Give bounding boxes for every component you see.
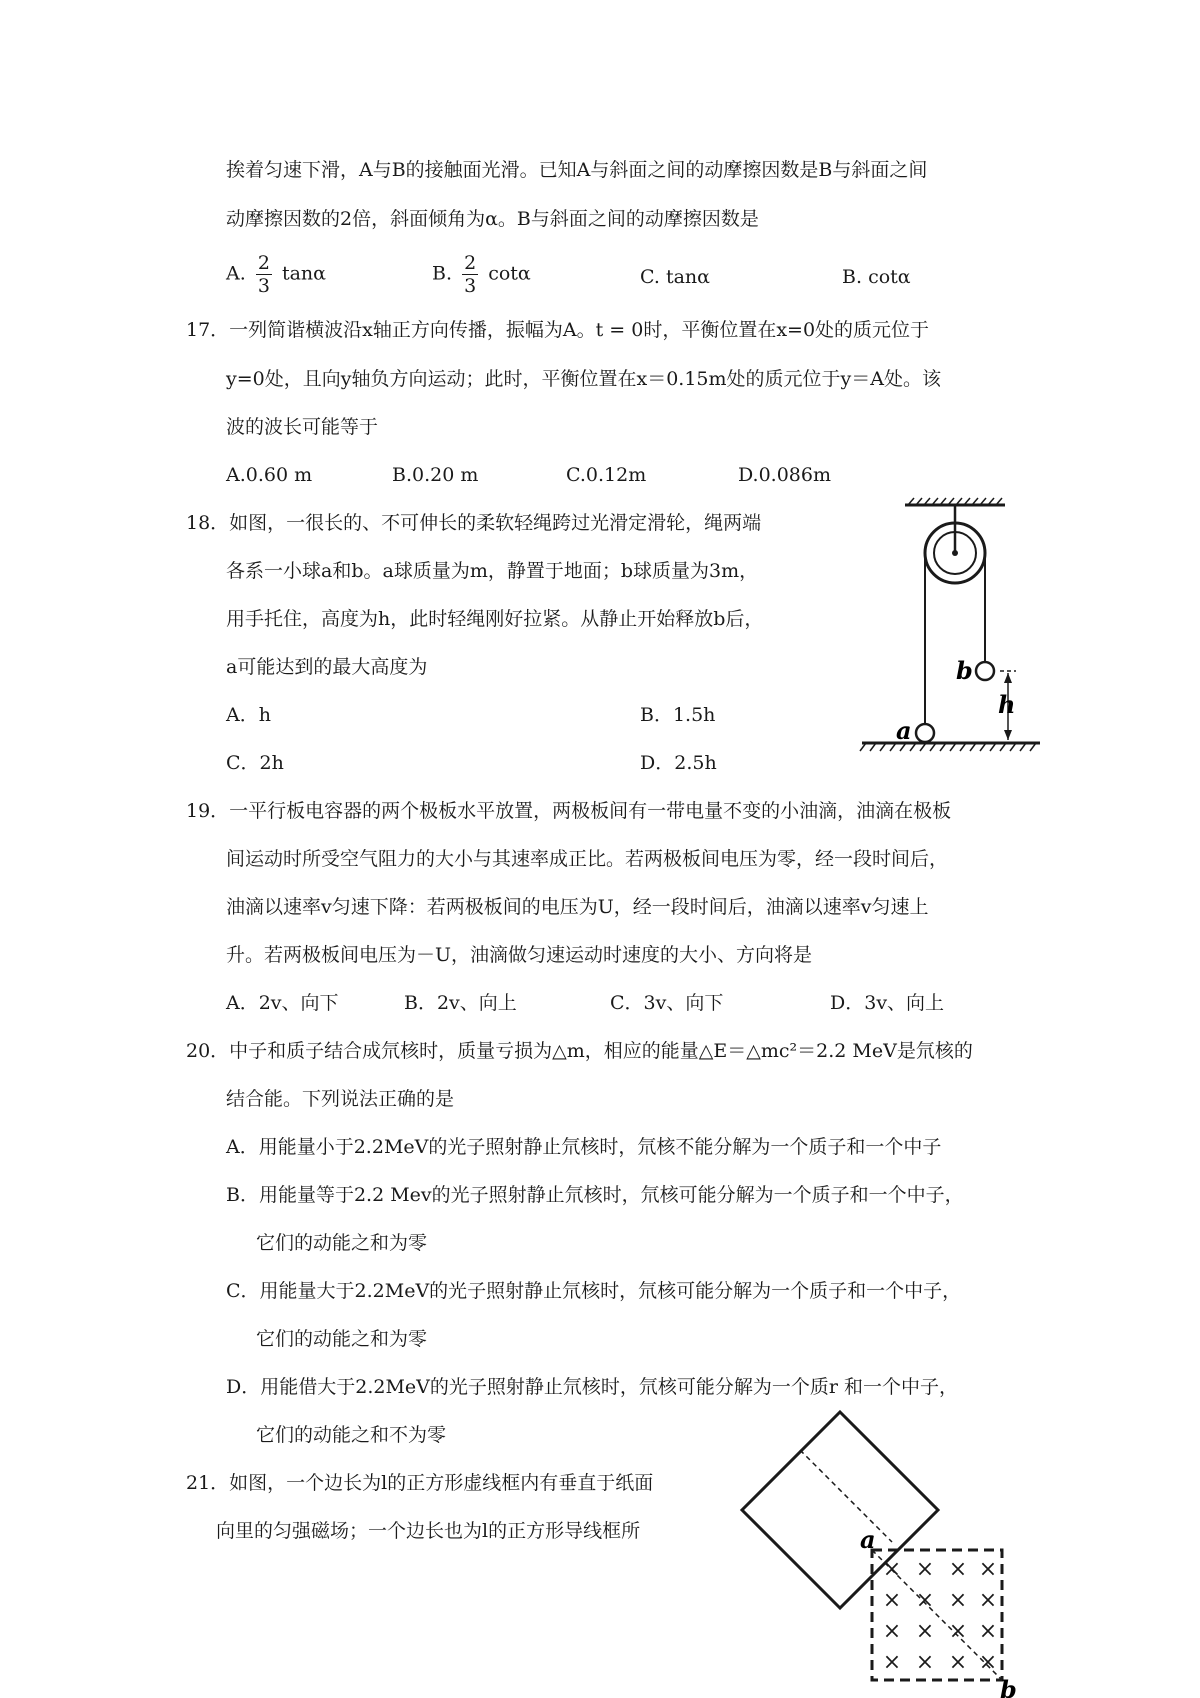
svg-text:×: × [882,1650,902,1675]
q17-line-3: 波的波长可能等于 [226,416,379,438]
q20-option-c-line-1: C．用能量大于2.2MeV的光子照射静止氘核时，氘核可能分解为一个质子和一个中子， [226,1280,962,1302]
q19-option-b: B．2v、向上 [404,992,517,1014]
svg-text:×: × [915,1619,935,1644]
svg-text:×: × [948,1588,968,1613]
svg-text:×: × [978,1588,998,1613]
q20-line-1: 20．中子和质子结合成氘核时，质量亏损为△m，相应的能量△E＝△mc²＝2.2 MeV是氘核的 [186,1040,973,1062]
q20-option-d-line-1: D．用能借大于2.2MeV的光子照射静止氘核时，氘核可能分解为一个质r 和一个中子， [226,1376,958,1398]
q19-line-1: 19．一平行板电容器的两个极板水平放置，两极板间有一带电量不变的小油滴，油滴在极板 [186,800,952,822]
fraction: $\frac{2}{3}$ [257,252,270,297]
label-a: a [896,716,912,745]
q19-option-c: C．3v、向下 [610,992,724,1014]
q19-line-4: 升。若两极板间电压为－U，油滴做匀速运动时速度的大小、方向将是 [226,944,813,966]
label-a: a [860,1525,876,1554]
q19-line-2: 间运动时所受空气阻力的大小与其速率成正比。若两极板间电压为零，经一段时间后， [226,848,949,870]
q16-line-1: 挨着匀速下滑，A与B的接触面光滑。已知A与斜面之间的动摩擦因数是B与斜面之间 [226,159,928,181]
label-b: b [1000,1675,1017,1698]
q19-option-d: D．3v、向上 [830,992,945,1014]
q21-line-2: 向里的匀强磁场；一个边长也为l的正方形导线框所 [216,1520,641,1542]
svg-text:×: × [948,1619,968,1644]
field-cross-marks [883,1557,997,1675]
wire-frame [742,1412,938,1608]
square-frame-figure [720,1400,1050,1698]
q16-option-a: A. $\frac{2}{3}$ tanα [226,252,326,297]
q20-option-d-line-2: 它们的动能之和不为零 [256,1424,447,1446]
q20-option-b-line-2: 它们的动能之和为零 [256,1232,428,1254]
q17-option-c: C.0.12m [566,464,647,486]
q20-line-2: 结合能。下列说法正确的是 [226,1088,455,1110]
q18-line-3: 用手托住，高度为h，此时轻绳刚好拉紧。从静止开始释放b后， [226,608,764,630]
q20-option-b-line-1: B．用能量等于2.2 Mev的光子照射静止氘核时，氘核可能分解为一个质子和一个中子， [226,1184,964,1206]
q19-option-a: A．2v、向下 [226,992,339,1014]
svg-text:×: × [915,1588,935,1613]
q18-line-2: 各系一小球a和b。a球质量为m，静置于地面；b球质量为3m， [226,560,759,582]
fraction: $\frac{2}{3}$ [464,252,477,297]
q18-option-d: D．2.5h [640,752,717,774]
q18-line-1: 18．如图，一很长的、不可伸长的柔软轻绳跨过光滑定滑轮，绳两端 [186,512,762,534]
q16-line-2: 动摩擦因数的2倍，斜面倾角为α。B与斜面之间的动摩擦因数是 [226,208,759,230]
q16-option-d: B. cotα [842,266,911,288]
q19-line-3: 油滴以速率v匀速下降：若两极板间的电压为U，经一段时间后，油滴以速率v匀速上 [226,896,929,918]
svg-text:×: × [948,1650,968,1675]
svg-text:×: × [978,1650,998,1675]
svg-text:×: × [882,1588,902,1613]
ball-a [916,724,934,742]
q21-line-1: 21．如图，一个边长为l的正方形虚线框内有垂直于纸面 [186,1472,654,1494]
label-h: h [998,690,1016,719]
q16-option-c: C. tanα [640,266,710,288]
svg-text:×: × [915,1557,935,1582]
q20-option-c-line-2: 它们的动能之和为零 [256,1328,428,1350]
svg-text:×: × [948,1557,968,1582]
svg-text:×: × [882,1619,902,1644]
ball-b [976,662,994,680]
q17-option-b: B.0.20 m [392,464,479,486]
svg-text:×: × [978,1619,998,1644]
q16-option-b: B. $\frac{2}{3}$ cotα [432,252,531,297]
svg-text:×: × [915,1650,935,1675]
svg-text:×: × [882,1557,902,1582]
pulley-figure [850,495,1050,765]
q20-option-a: A．用能量小于2.2MeV的光子照射静止氘核时，氘核不能分解为一个质子和一个中子 [226,1136,942,1158]
q18-option-c: C．2h [226,752,284,774]
q17-line-2: y=0处，且向y轴负方向运动；此时，平衡位置在x＝0.15m处的质元位于y＝A处。该 [226,368,941,390]
q18-line-4: a可能达到的最大高度为 [226,656,428,678]
label-b: b [956,656,973,685]
q17-line-1: 17．一列简谐横波沿x轴正方向传播，振幅为A。t = 0时，平衡位置在x=0处的质元位于 [186,319,930,341]
q17-option-d: D.0.086m [738,464,832,486]
q17-option-a: A.0.60 m [226,464,313,486]
q18-option-a: A．h [226,704,271,726]
q18-option-b: B．1.5h [640,704,716,726]
svg-text:×: × [978,1557,998,1582]
